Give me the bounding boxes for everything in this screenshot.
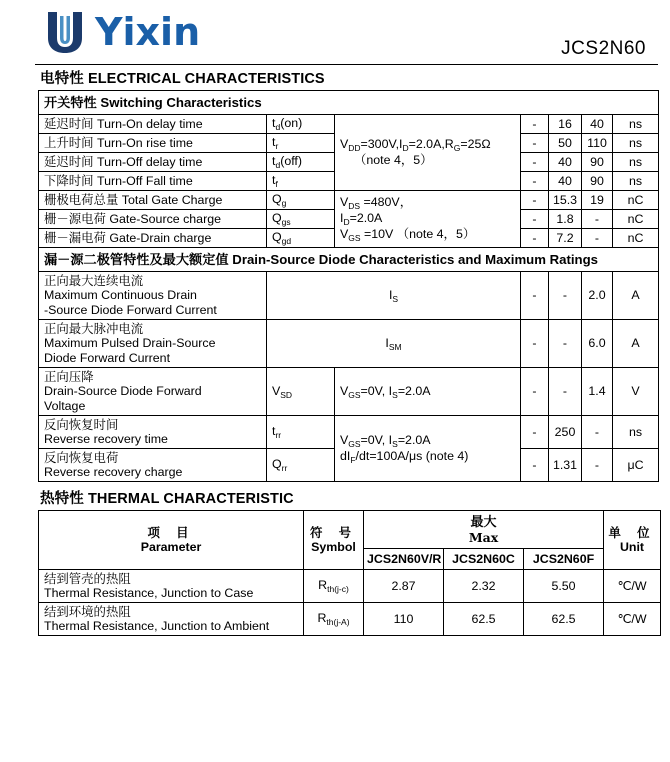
- diode-subheader-cn: 漏－源二极管特性及最大额定值: [44, 252, 229, 268]
- electrical-title-cn: 电特性: [40, 71, 84, 87]
- max-cell: -: [582, 229, 613, 248]
- symbol-main: t: [272, 135, 276, 149]
- symbol-sub: gs: [281, 217, 291, 227]
- unit-cell: A: [613, 320, 659, 368]
- symbol-cell: [267, 210, 335, 229]
- param-cell: [39, 229, 267, 248]
- param-en: Turn-Off Fall time: [97, 174, 193, 188]
- symbol-cell: [267, 134, 335, 153]
- typ-cell: 15.3: [549, 191, 582, 210]
- model-header-1: JCS2N60C: [444, 549, 524, 570]
- electrical-title-en: ELECTRICAL CHARACTERISTICS: [87, 71, 325, 87]
- param-cn: 正向最大脉冲电流: [44, 321, 144, 336]
- param-en: Thermal Resistance, Junction to Ambient: [44, 619, 270, 633]
- max-header-cell: [364, 511, 604, 549]
- param-en: Turn-Off delay time: [97, 155, 203, 169]
- symbol-sub: d: [275, 122, 281, 132]
- param-cell: [39, 153, 267, 172]
- value-cell-2: 5.50: [524, 570, 604, 603]
- symbol-cell: [267, 229, 335, 248]
- max-cell: -: [582, 210, 613, 229]
- param-cn: 延迟时间: [44, 154, 94, 169]
- value-cell-2: 62.5: [524, 603, 604, 636]
- symbol-cell: [304, 603, 364, 636]
- min-cell: -: [521, 449, 549, 482]
- symbol-sub: th(j-A): [326, 617, 350, 627]
- symbol-main: t: [272, 424, 276, 438]
- table-row: [39, 115, 659, 134]
- symbol-main: R: [317, 611, 327, 625]
- thermal-section-title: [40, 487, 670, 508]
- min-cell: -: [521, 115, 549, 134]
- symbol-sub: f: [275, 179, 278, 189]
- typ-cell: 1.8: [549, 210, 582, 229]
- table-row: [39, 570, 661, 603]
- param-cell: [39, 416, 267, 449]
- param-en: Total Gate Charge: [121, 193, 223, 207]
- condition-cell: $V_{GS}=0V$, $I_S=2.0A$: [335, 368, 521, 416]
- unit-cell: A: [613, 272, 659, 320]
- max-cell: 2.0: [582, 272, 613, 320]
- min-cell: -: [521, 320, 549, 368]
- typ-cell: -: [549, 368, 582, 416]
- symbol-tail: (off): [280, 154, 302, 168]
- param-en: Turn-On delay time: [97, 117, 203, 131]
- table-row: [39, 416, 659, 449]
- symbol-header-en: Symbol: [311, 540, 356, 554]
- header-divider: [35, 64, 658, 65]
- brand-name: Yixin: [95, 10, 201, 54]
- param-cell: [39, 191, 267, 210]
- param-cn: 栅极电荷总量: [44, 192, 119, 207]
- unit-cell: ℃/W: [604, 570, 661, 603]
- condition-line-2: $dI_F/dt=100A/\mu s$ (note 4): [340, 448, 469, 465]
- param-en-line1: Maximum Pulsed Drain-Source: [44, 336, 216, 350]
- page-header: [0, 0, 670, 62]
- unit-cell: nC: [613, 191, 659, 210]
- thermal-header-row: [39, 511, 661, 549]
- model-header-2: JCS2N60F: [524, 549, 604, 570]
- param-en-line2: -Source Diode Forward Current: [44, 303, 217, 317]
- symbol-cell: [267, 153, 335, 172]
- condition-cell: [335, 191, 521, 248]
- param-en-line1: Maximum Continuous Drain: [44, 288, 197, 302]
- symbol-cell: [267, 115, 335, 134]
- condition-cell: [335, 416, 521, 482]
- param-cell: [39, 449, 267, 482]
- typ-cell: 250: [549, 416, 582, 449]
- param-cn: 上升时间: [44, 135, 94, 150]
- param-cell: [39, 115, 267, 134]
- condition-line-1: $V_{GS}=0V$, $I_S=2.0A$: [340, 432, 431, 449]
- symbol-cell: [267, 272, 521, 320]
- unit-cell: ns: [613, 115, 659, 134]
- unit-cell: ns: [613, 134, 659, 153]
- max-cell: -: [582, 416, 613, 449]
- min-cell: -: [521, 134, 549, 153]
- table-row: [39, 368, 659, 416]
- condition-line-3: $V_{GS} =10V$ （note 4，5）: [340, 227, 476, 243]
- symbol-main: t: [272, 173, 276, 187]
- param-cn: 下降时间: [44, 173, 94, 188]
- symbol-cell: [267, 320, 521, 368]
- param-cn: 反向恢复电荷: [44, 450, 119, 465]
- unit-header-cell: [604, 511, 661, 570]
- param-en-line2: Diode Forward Current: [44, 351, 171, 365]
- unit-header-cn: 单 位: [608, 525, 656, 540]
- unit-cell: nC: [613, 210, 659, 229]
- symbol-main: R: [318, 578, 328, 592]
- symbol-sub: rr: [275, 430, 282, 440]
- param-en: Gate-Drain charge: [109, 231, 212, 245]
- param-cn: 结到管壳的热阻: [44, 571, 131, 586]
- min-cell: -: [521, 153, 549, 172]
- max-cell: 90: [582, 172, 613, 191]
- symbol-sub: SM: [388, 341, 402, 352]
- param-cn: 结到环境的热阻: [44, 604, 131, 619]
- typ-cell: 7.2: [549, 229, 582, 248]
- max-cell: 40: [582, 115, 613, 134]
- max-header-en: Max: [468, 529, 499, 545]
- min-cell: -: [521, 210, 549, 229]
- symbol-main: I: [385, 335, 389, 350]
- value-cell-1: 2.32: [444, 570, 524, 603]
- symbol-cell: [304, 570, 364, 603]
- part-number: JCS2N60: [561, 38, 646, 59]
- unit-cell: ns: [613, 153, 659, 172]
- table-row: [39, 191, 659, 210]
- symbol-sub: th(j-c): [327, 584, 349, 594]
- param-cn: 反向恢复时间: [44, 417, 119, 432]
- symbol-sub: S: [392, 293, 399, 304]
- symbol-sub: g: [281, 198, 287, 208]
- typ-cell: 1.31: [549, 449, 582, 482]
- param-en-line1: Reverse recovery time: [44, 432, 168, 446]
- u-shape-logo-icon: [45, 10, 85, 54]
- typ-cell: 16: [549, 115, 582, 134]
- max-header-cn: 最大: [470, 514, 497, 530]
- typ-cell: -: [549, 272, 582, 320]
- typ-cell: -: [549, 320, 582, 368]
- param-cn: 正向压降: [44, 369, 94, 384]
- min-cell: -: [521, 191, 549, 210]
- param-en-line1: Reverse recovery charge: [44, 465, 183, 479]
- symbol-sub: gd: [281, 236, 292, 246]
- min-cell: -: [521, 229, 549, 248]
- unit-cell: ℃/W: [604, 603, 661, 636]
- unit-cell: nC: [613, 229, 659, 248]
- thermal-title-cn: 热特性: [40, 491, 84, 507]
- max-cell: 6.0: [582, 320, 613, 368]
- symbol-main: Q: [272, 457, 282, 471]
- unit-header-en: Unit: [619, 540, 645, 554]
- condition-line-1: $V_{DD}=300V,I_D=2.0A,R_G=25\Omega$: [340, 137, 491, 153]
- symbol-sub: rr: [281, 463, 288, 473]
- unit-cell: μC: [613, 449, 659, 482]
- symbol-tail: (on): [280, 116, 303, 130]
- min-cell: -: [521, 272, 549, 320]
- switching-subheader-cn: 开关特性: [44, 95, 97, 111]
- condition-line-2: （note 4，5）: [354, 153, 433, 167]
- switching-subheader-row: [39, 91, 659, 115]
- param-cn: 延迟时间: [44, 116, 94, 131]
- param-en-line2: Voltage: [44, 399, 86, 413]
- parameter-header-en: Parameter: [140, 540, 202, 554]
- switching-subheader-en: Switching Characteristics: [100, 94, 262, 110]
- param-cell: [39, 570, 304, 603]
- model-header-0: JCS2N60V/R: [364, 549, 444, 570]
- param-en: Thermal Resistance, Junction to Case: [44, 586, 254, 600]
- brand-logo: [45, 10, 200, 54]
- symbol-sub: r: [275, 141, 279, 151]
- electrical-section-title: [40, 67, 670, 88]
- symbol-main: t: [272, 154, 276, 168]
- symbol-cell: [267, 191, 335, 210]
- condition-line-2: $I_D=2.0A$: [340, 211, 383, 227]
- value-cell-0: 2.87: [364, 570, 444, 603]
- param-cell: [39, 272, 267, 320]
- symbol-cell: [267, 449, 335, 482]
- parameter-header-cn: 项 目: [147, 525, 195, 540]
- param-cell: [39, 134, 267, 153]
- symbol-main: Q: [272, 192, 282, 206]
- thermal-title-en: THERMAL CHARACTERISTIC: [87, 491, 294, 507]
- max-cell: 1.4: [582, 368, 613, 416]
- symbol-cell: [267, 416, 335, 449]
- diode-subheader-en: Drain-Source Diode Characteristics and Maximum Ratings: [232, 251, 598, 267]
- param-cell: [39, 210, 267, 229]
- max-cell: 19: [582, 191, 613, 210]
- unit-cell: ns: [613, 172, 659, 191]
- thermal-characteristic-table: [38, 510, 661, 636]
- typ-cell: 50: [549, 134, 582, 153]
- symbol-cell: [267, 172, 335, 191]
- param-cell: [39, 320, 267, 368]
- typ-cell: 40: [549, 153, 582, 172]
- symbol-main: Q: [272, 230, 282, 244]
- table-row: [39, 320, 659, 368]
- symbol-main: t: [272, 116, 276, 130]
- table-row: [39, 272, 659, 320]
- value-cell-1: 62.5: [444, 603, 524, 636]
- electrical-characteristics-table: [38, 90, 659, 482]
- parameter-header-cell: [39, 511, 304, 570]
- symbol-main: V: [272, 383, 281, 398]
- unit-cell: ns: [613, 416, 659, 449]
- max-cell: 110: [582, 134, 613, 153]
- param-cn: 栅－漏电荷: [44, 230, 106, 245]
- typ-cell: 40: [549, 172, 582, 191]
- min-cell: -: [521, 172, 549, 191]
- symbol-header-cell: [304, 511, 364, 570]
- min-cell: -: [521, 368, 549, 416]
- param-cn: 栅－源电荷: [44, 211, 106, 226]
- value-cell-0: 110: [364, 603, 444, 636]
- symbol-header-cn: 符 号: [309, 525, 358, 540]
- condition-line-1: $V_{DS} =480V$，: [340, 195, 413, 211]
- symbol-cell: [267, 368, 335, 416]
- param-cell: [39, 368, 267, 416]
- symbol-sub: SD: [280, 389, 293, 400]
- param-cn: 正向最大连续电流: [44, 273, 144, 288]
- max-cell: -: [582, 449, 613, 482]
- param-cell: [39, 172, 267, 191]
- diode-subheader-row: [39, 248, 659, 272]
- symbol-main: Q: [272, 211, 282, 225]
- max-cell: 90: [582, 153, 613, 172]
- unit-cell: V: [613, 368, 659, 416]
- symbol-sub: d: [275, 160, 281, 170]
- param-en: Gate-Source charge: [109, 212, 221, 226]
- param-cell: [39, 603, 304, 636]
- min-cell: -: [521, 416, 549, 449]
- param-en: Turn-On rise time: [97, 136, 193, 150]
- symbol-main: I: [388, 287, 393, 302]
- param-en-line1: Drain-Source Diode Forward: [44, 384, 202, 398]
- table-row: [39, 603, 661, 636]
- condition-cell: [335, 115, 521, 191]
